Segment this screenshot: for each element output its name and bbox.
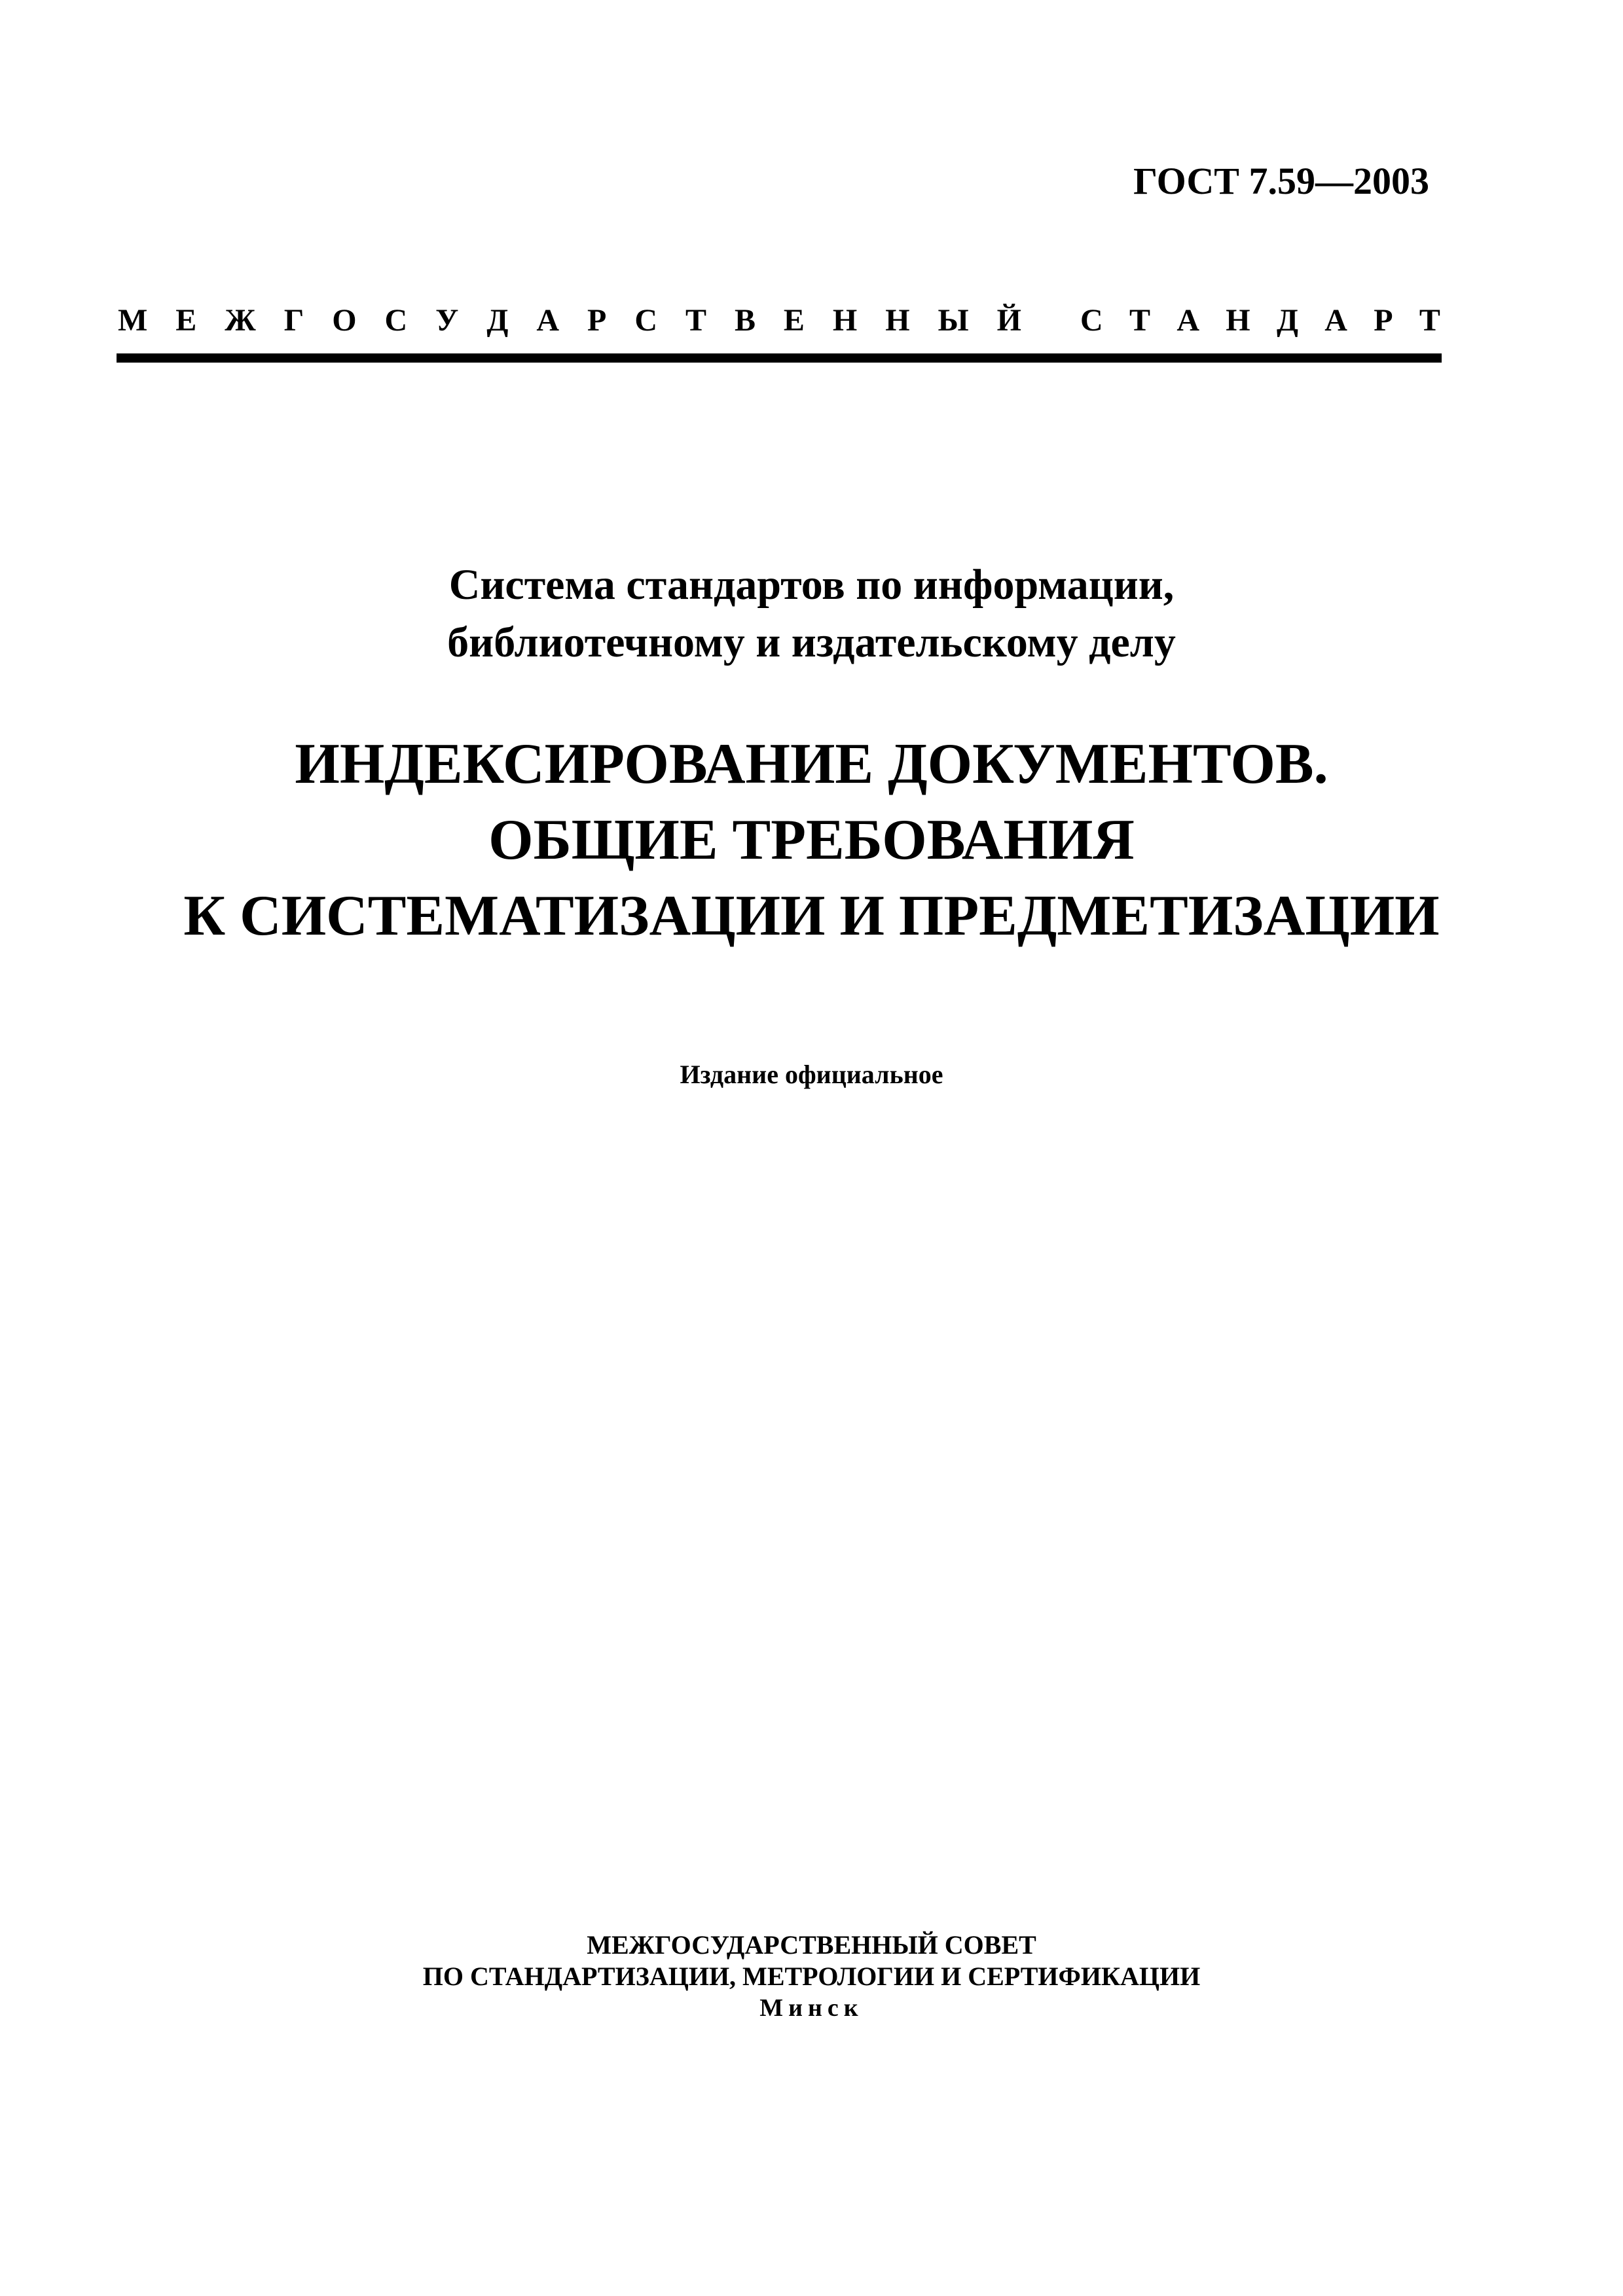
- heading-letter: Т: [1129, 303, 1150, 338]
- standard-kind-word-interstate: [118, 305, 1021, 336]
- publisher-line-2: ПО СТАНДАРТИЗАЦИИ, МЕТРОЛОГИИ И СЕРТИФИКАЦИИ: [422, 1962, 1201, 1991]
- document-title: [0, 726, 1623, 954]
- heading-letter: Д: [486, 303, 509, 338]
- heading-letter: Р: [1374, 303, 1393, 338]
- heading-letter: Р: [587, 303, 607, 338]
- heading-letter: Т: [1419, 303, 1440, 338]
- heading-letter: С: [634, 303, 657, 338]
- heading-letter: А: [1176, 303, 1199, 338]
- heading-letter: Е: [175, 303, 197, 338]
- header-rule: [117, 353, 1442, 363]
- heading-letter: Ж: [225, 303, 256, 338]
- heading-letter: Т: [685, 303, 706, 338]
- series-title-line-2: библиотечному и издательскому делу: [447, 619, 1176, 666]
- standard-kind-word-standard: [1080, 305, 1440, 336]
- standard-number: ГОСТ 7.59—2003: [1133, 160, 1429, 202]
- heading-letter: А: [1324, 303, 1347, 338]
- standard-kind-heading: [118, 305, 1440, 336]
- heading-letter: А: [536, 303, 560, 338]
- heading-letter: Г: [283, 303, 304, 338]
- heading-letter: С: [384, 303, 408, 338]
- document-title-line-1: ИНДЕКСИРОВАНИЕ ДОКУМЕНТОВ.: [295, 732, 1328, 796]
- document-title-line-2: ОБЩИЕ ТРЕБОВАНИЯ: [488, 808, 1135, 872]
- heading-letter: У: [435, 303, 459, 338]
- publisher-city: Минск: [759, 1994, 864, 2022]
- heading-letter: С: [1080, 303, 1103, 338]
- heading-letter: Н: [885, 303, 910, 338]
- series-title-line-1: Система стандартов по информации,: [448, 561, 1175, 609]
- heading-letter: М: [118, 303, 148, 338]
- heading-letter: Д: [1276, 303, 1298, 338]
- publisher-line-1: МЕЖГОСУДАРСТВЕННЫЙ СОВЕТ: [587, 1930, 1036, 1960]
- heading-letter: Е: [783, 303, 805, 338]
- heading-letter: В: [734, 303, 756, 338]
- edition-note: Издание официальное: [680, 1060, 943, 1089]
- heading-letter: О: [332, 303, 357, 338]
- heading-letter: Н: [1226, 303, 1250, 338]
- heading-letter: Ы: [938, 303, 969, 338]
- series-title: [0, 556, 1623, 672]
- document-title-line-3: К СИСТЕМАТИЗАЦИИ И ПРЕДМЕТИЗАЦИИ: [183, 884, 1440, 948]
- heading-letter: Н: [832, 303, 858, 338]
- heading-letter: Й: [996, 303, 1021, 338]
- publisher-block: [0, 1929, 1623, 2024]
